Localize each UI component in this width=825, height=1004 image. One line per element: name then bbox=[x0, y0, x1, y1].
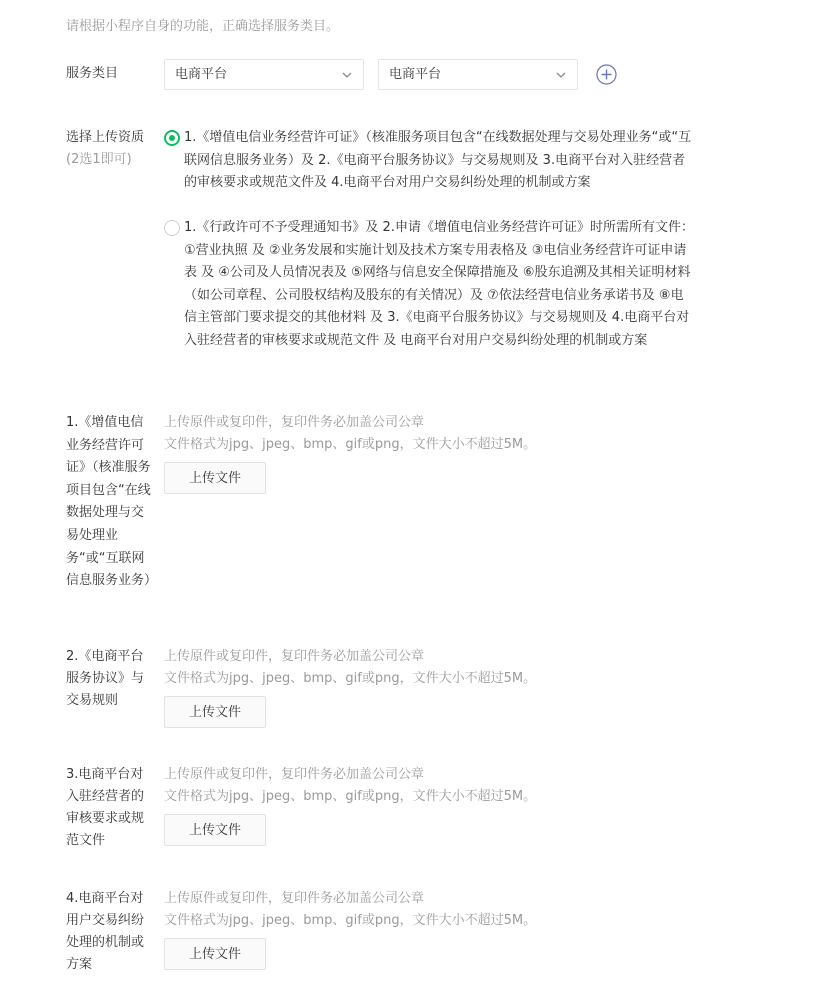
qualification-option-2[interactable] bbox=[164, 217, 704, 372]
qualification-label bbox=[66, 127, 158, 171]
upload-1-tip: 上传原件或复印件，复印件务必加盖公司公章 bbox=[164, 415, 425, 430]
upload-1-button[interactable]: 上传文件 bbox=[164, 462, 266, 494]
qualification-option-1[interactable] bbox=[164, 127, 704, 217]
upload-3-label: 3.电商平台对入驻经营者的审核要求或规范文件 bbox=[66, 767, 145, 848]
qualification-option-2-text: 1.《行政许可不予受理通知书》及 2.申请《增值电信业务经营许可证》时所需所有文件： ①营业执照 及 ②业务发展和实施计划及技术方案专用表格及 ③电信业务经营许可证申请表 及 ④公司及人员情况表及 ⑤网络与信息安全保障措施及 ⑥股东追溯及其相关证明材料（如公司章程、公司股权结构及股东的有关情况）及 ⑦依法经营电信业务承诺书及 ⑧电信主管部门要求提交的其他材料 及 3.《电商平台服务协议》与交易规则及 4.电商平台对入驻经营者的审核要求或规范文件 及 电商平台对用户交易纠纷处理的机制或方案 bbox=[184, 220, 694, 348]
upload-3-section bbox=[164, 764, 536, 846]
upload-4-tip: 上传原件或复印件，复印件务必加盖公司公章 bbox=[164, 891, 425, 906]
upload-1-format: 文件格式为jpg、jpeg、bmp、gif或png，文件大小不超过5M。 bbox=[164, 437, 537, 452]
upload-1-section bbox=[164, 412, 536, 494]
qualification-option-1-text: 1.《增值电信业务经营许可证》（核准服务项目包含“在线数据处理与交易处理业务“或“互联网信息服务业务）及 2.《电商平台服务协议》与交易规则及 3.电商平台对入驻经营者的审核要求或规范文件及 4.电商平台对用户交易纠纷处理的机制或方案 bbox=[184, 130, 692, 190]
upload-2-label: 2.《电商平台服务协议》与交易规则 bbox=[66, 649, 145, 708]
category-hint: 请根据小程序自身的功能，正确选择服务类目。 bbox=[66, 19, 340, 34]
chevron-down-icon bbox=[555, 69, 567, 81]
qualification-label-text: 选择上传资质 bbox=[66, 130, 145, 145]
chevron-down-icon bbox=[341, 69, 353, 81]
upload-2-section bbox=[164, 646, 536, 728]
plus-circle-icon[interactable] bbox=[596, 64, 617, 85]
upload-1-label: 1.《增值电信业务经营许可证》（核准服务项目包含“在线数据处理与交易处理业务“或“互联网信息服务业务） bbox=[66, 415, 158, 589]
upload-4-section bbox=[164, 888, 536, 970]
upload-3-format: 文件格式为jpg、jpeg、bmp、gif或png，文件大小不超过5M。 bbox=[164, 789, 537, 804]
qualification-sub-label: (2选1即可) bbox=[66, 152, 132, 167]
category-secondary-value: 电商平台 bbox=[389, 67, 442, 82]
category-secondary-select[interactable] bbox=[378, 59, 578, 90]
upload-2-button[interactable]: 上传文件 bbox=[164, 696, 266, 728]
upload-2-format: 文件格式为jpg、jpeg、bmp、gif或png，文件大小不超过5M。 bbox=[164, 671, 537, 686]
upload-4-label: 4.电商平台对用户交易纠纷处理的机制或方案 bbox=[66, 891, 145, 972]
category-primary-value: 电商平台 bbox=[175, 67, 228, 82]
upload-3-tip: 上传原件或复印件，复印件务必加盖公司公章 bbox=[164, 767, 425, 782]
upload-4-format: 文件格式为jpg、jpeg、bmp、gif或png，文件大小不超过5M。 bbox=[164, 913, 537, 928]
upload-2-tip: 上传原件或复印件，复印件务必加盖公司公章 bbox=[164, 649, 425, 664]
category-primary-select[interactable] bbox=[164, 59, 364, 90]
upload-4-button[interactable]: 上传文件 bbox=[164, 938, 266, 970]
upload-3-button[interactable]: 上传文件 bbox=[164, 814, 266, 846]
radio-unchecked-icon[interactable] bbox=[164, 220, 180, 236]
service-category-label: 服务类目 bbox=[66, 66, 119, 81]
radio-checked-icon[interactable] bbox=[164, 130, 180, 146]
